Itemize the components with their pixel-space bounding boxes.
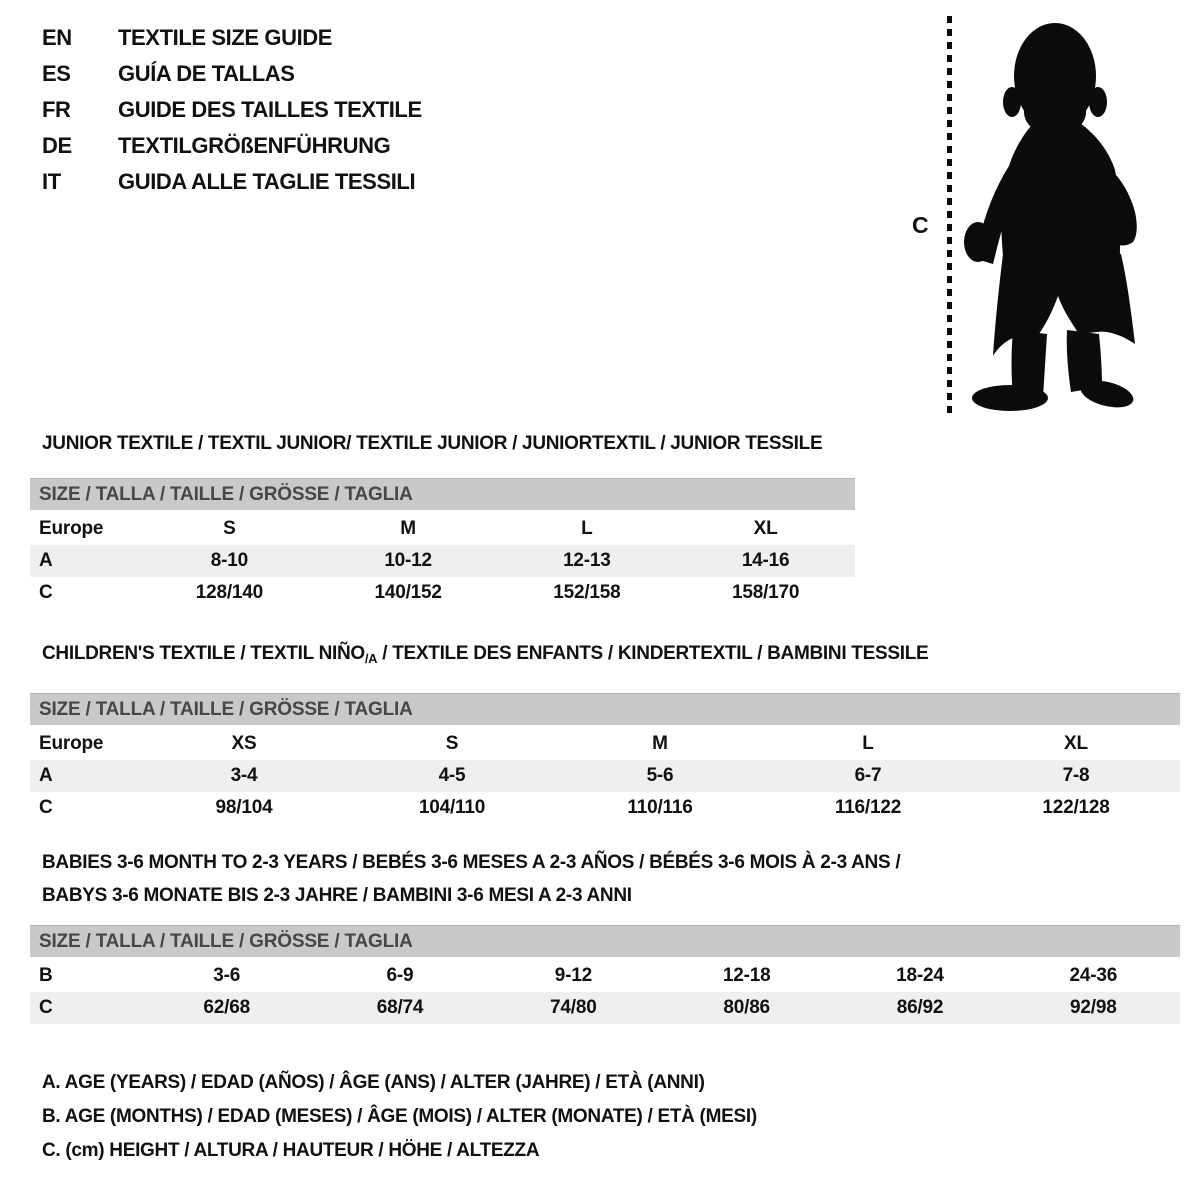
- size-table: [30, 693, 1180, 824]
- row-label: C: [39, 797, 53, 818]
- size-value-cell: XS: [231, 733, 257, 754]
- size-value-cell: 12-18: [722, 965, 771, 986]
- size-value-cell: 6-7: [854, 765, 882, 786]
- size-value-cell: L: [581, 518, 593, 539]
- legend-line: C. (cm) HEIGHT / ALTURA / HAUTEUR / HÖHE / ALTEZZA: [42, 1140, 540, 1161]
- size-value-cell: 158/170: [731, 582, 800, 603]
- table-row: [30, 545, 855, 577]
- row-label: B: [39, 965, 53, 986]
- size-table-header-bar: SIZE / TALLA / TAILLE / GRÖSSE / TAGLIA: [30, 693, 1180, 725]
- size-value-cell: 9-12: [554, 965, 592, 986]
- language-code: FR: [42, 97, 71, 122]
- heading-text: /A: [364, 651, 378, 666]
- table-row: [30, 960, 1180, 992]
- size-value-cell: L: [862, 733, 874, 754]
- section-heading-line: [42, 846, 1180, 879]
- size-value-cell: XL: [1064, 733, 1088, 754]
- section-heading-line: [42, 642, 1180, 671]
- section-heading: [30, 432, 855, 456]
- size-value-cell: 80/86: [723, 997, 770, 1018]
- language-code: ES: [42, 61, 71, 86]
- guide-title: TEXTILE SIZE GUIDE: [118, 25, 333, 50]
- size-table-header-bar: SIZE / TALLA / TAILLE / GRÖSSE / TAGLIA: [30, 925, 1180, 957]
- row-label: Europe: [39, 518, 104, 539]
- row-label: C: [39, 582, 53, 603]
- language-code: DE: [42, 133, 72, 158]
- table-row: [30, 792, 1180, 824]
- row-label: A: [39, 550, 53, 571]
- size-value-cell: 92/98: [1070, 997, 1117, 1018]
- size-value-cell: 74/80: [550, 997, 597, 1018]
- size-value-cell: 3-4: [230, 765, 258, 786]
- size-table: [30, 925, 1180, 1024]
- height-measure-dashed-line: [947, 16, 952, 418]
- guide-title: GUIDE DES TAILLES TEXTILE: [118, 97, 422, 122]
- size-value-cell: 12-13: [563, 550, 611, 571]
- size-value-cell: 8-10: [210, 550, 248, 571]
- size-table: [30, 478, 855, 609]
- guide-title: GUÍA DE TALLAS: [118, 61, 295, 86]
- size-value-cell: 140/152: [374, 582, 442, 603]
- legend-line: B. AGE (MONTHS) / EDAD (MESES) / ÂGE (MOIS) / ALTER (MONATE) / ETÀ (MESI): [42, 1106, 757, 1127]
- size-value-cell: 86/92: [896, 997, 944, 1018]
- language-code: EN: [42, 25, 72, 50]
- size-value-cell: 14-16: [741, 550, 790, 571]
- heading-text: / TEXTILE DES ENFANTS / KINDERTEXTIL / BAMBINI TESSILE: [377, 643, 929, 664]
- legend: [42, 1066, 757, 1168]
- size-value-cell: XL: [753, 518, 778, 539]
- section-junior-textile: [30, 432, 855, 609]
- size-value-cell: 18-24: [896, 965, 944, 986]
- guide-title: TEXTILGRÖßENFÜHRUNG: [118, 133, 391, 158]
- guide-title: GUIDA ALLE TAGLIE TESSILI: [118, 169, 416, 194]
- heading-text: JUNIOR TEXTILE / TEXTIL JUNIOR/ TEXTILE JUNIOR / JUNIORTEXTIL / JUNIOR TESSILE: [42, 433, 823, 454]
- table-row: [30, 728, 1180, 760]
- section-heading-line: [42, 879, 1180, 912]
- size-value-cell: 110/116: [627, 797, 693, 818]
- size-value-cell: 24-36: [1069, 965, 1118, 986]
- row-label: A: [39, 765, 53, 786]
- baby-silhouette-icon: [955, 14, 1167, 426]
- language-code: IT: [42, 169, 61, 194]
- size-value-cell: 4-5: [438, 765, 466, 786]
- size-value-cell: 7-8: [1062, 765, 1090, 786]
- size-value-cell: M: [652, 733, 668, 754]
- row-label: C: [39, 997, 53, 1018]
- size-value-cell: 62/68: [203, 997, 250, 1018]
- heading-text: BABIES 3-6 MONTH TO 2-3 YEARS / BEBÉS 3-6 MESES A 2-3 AÑOS / BÉBÉS 3-6 MOIS À 2-3 ANS /: [42, 852, 901, 873]
- size-value-cell: 68/74: [376, 997, 424, 1018]
- section-childrens-textile: [30, 642, 1180, 824]
- size-value-cell: 98/104: [215, 797, 273, 818]
- section-heading: [30, 642, 1180, 671]
- measure-label-c: C: [912, 212, 929, 238]
- table-row: [30, 513, 855, 545]
- size-value-cell: 10-12: [384, 550, 432, 571]
- size-value-cell: S: [223, 518, 236, 539]
- table-row: [30, 992, 1180, 1024]
- size-value-cell: 116/122: [834, 797, 902, 818]
- size-value-cell: 104/110: [418, 797, 486, 818]
- size-value-cell: 5-6: [646, 765, 674, 786]
- size-value-cell: 122/128: [1042, 797, 1110, 818]
- size-value-cell: S: [445, 733, 459, 754]
- figure-area: [0, 0, 1200, 440]
- heading-text: BABYS 3-6 MONATE BIS 2-3 JAHRE / BAMBINI 3-6 MESI A 2-3 ANNI: [42, 885, 632, 906]
- size-value-cell: 6-9: [386, 965, 414, 986]
- row-label: Europe: [39, 733, 104, 754]
- size-value-cell: 152/158: [553, 582, 621, 603]
- size-value-cell: M: [400, 518, 416, 539]
- section-heading: [30, 846, 1180, 912]
- size-value-cell: 128/140: [195, 582, 264, 603]
- table-row: [30, 577, 855, 609]
- heading-text: CHILDREN'S TEXTILE / TEXTIL NIÑO: [42, 643, 365, 664]
- size-value-cell: 3-6: [213, 965, 241, 986]
- table-row: [30, 760, 1180, 792]
- legend-line: A. AGE (YEARS) / EDAD (AÑOS) / ÂGE (ANS) / ALTER (JAHRE) / ETÀ (ANNI): [42, 1072, 705, 1093]
- section-heading-line: [42, 432, 855, 456]
- size-table-header-bar: SIZE / TALLA / TAILLE / GRÖSSE / TAGLIA: [30, 478, 855, 510]
- section-babies-textile: [30, 846, 1180, 1024]
